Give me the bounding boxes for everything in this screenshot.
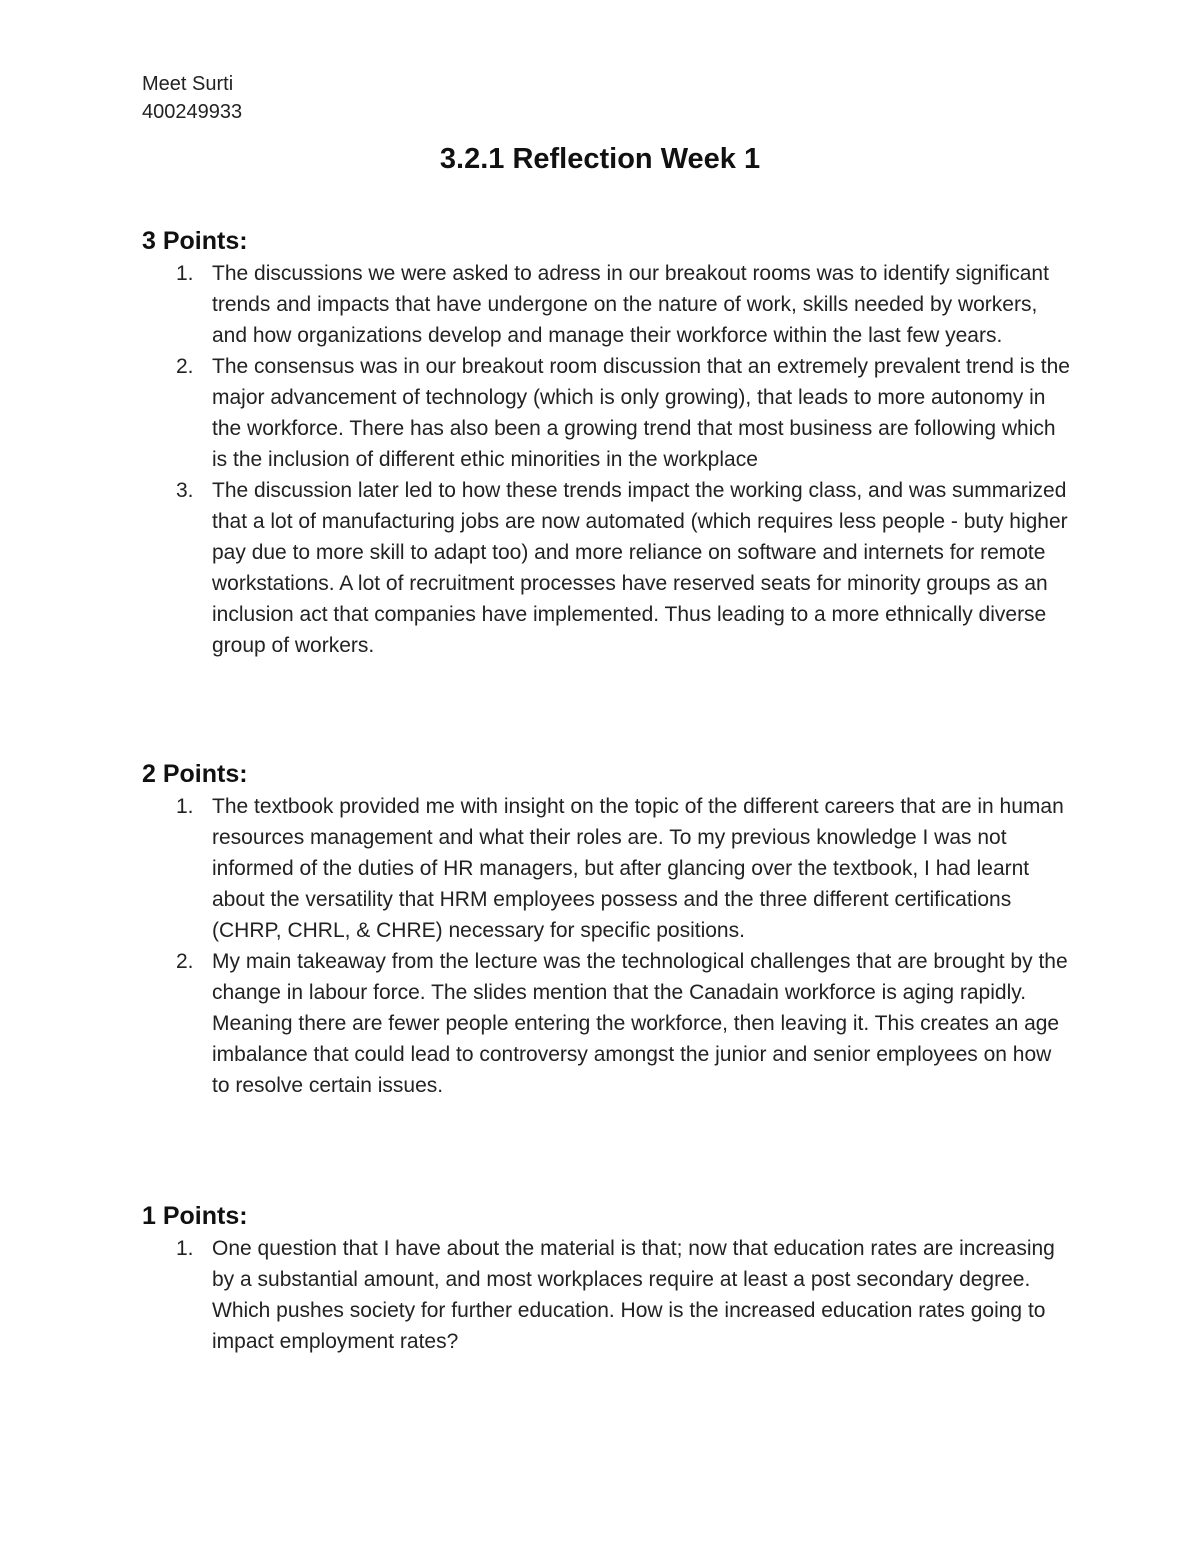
list-number: 1. — [176, 1237, 194, 1260]
list-item-text: The textbook provided me with insight on the topic of the different careers that are in human resources management and what their roles are. To my previous knowledge I was not informed of the duties of HR managers, but after glancing over the textbook, I had learnt about the versatility that HRM employees possess and the three different certifications (CHRP, CHRL, & CHRE) necessary for specific positions. — [212, 795, 1064, 942]
list-number: 3. — [176, 479, 194, 502]
list-number: 2. — [176, 355, 194, 378]
list-item-text: The discussions we were asked to adress in our breakout rooms was to identify significant trends and impacts that have undergone on the nature of work, skills needed by workers, and how organizations develop and manage their workforce within the last few years. — [212, 262, 1049, 347]
author-header — [142, 70, 242, 126]
list-number: 2. — [176, 950, 194, 973]
list-item-text: One question that I have about the material is that; now that education rates are increasing by a substantial amount, and most workplaces require at least a post secondary degree. Which pushes society for further education. How is the increased education rates going to impact employment rates? — [212, 1237, 1055, 1353]
section-1-points — [142, 1199, 1072, 1357]
numbered-list — [142, 791, 1072, 1101]
section-heading: 2 Points: — [142, 760, 248, 788]
author-name: Meet Surti — [142, 73, 234, 95]
numbered-list — [142, 1233, 1072, 1357]
list-item — [142, 258, 1072, 351]
section-2-points — [142, 757, 1072, 1101]
section-3-points — [142, 224, 1072, 661]
section-heading: 3 Points: — [142, 227, 248, 255]
list-item — [142, 791, 1072, 946]
list-item — [142, 351, 1072, 475]
student-id: 400249933 — [142, 101, 243, 123]
list-number: 1. — [176, 262, 194, 285]
list-item-text: The discussion later led to how these trends impact the working class, and was summarized that a lot of manufacturing jobs are now automated (which requires less people - buty higher pay due to more skill to adapt too) and more reliance on software and internets for remote workstations. A lot of recruitment processes have reserved seats for minority groups as an inclusion act that companies have implemented. Thus leading to a more ethnically diverse group of workers. — [212, 479, 1068, 657]
list-number: 1. — [176, 795, 194, 818]
numbered-list — [142, 258, 1072, 661]
list-item — [142, 946, 1072, 1101]
section-heading: 1 Points: — [142, 1202, 248, 1230]
document-title: 3.2.1 Reflection Week 1 — [439, 143, 761, 175]
list-item-text: My main takeaway from the lecture was the technological challenges that are brought by the change in labour force. The slides mention that the Canadain workforce is aging rapidly. Meaning there are fewer people entering the workforce, then leaving it. This creates an age imbalance that could lead to controversy amongst the junior and senior employees on how to resolve certain issues. — [212, 950, 1068, 1097]
list-item-text: The consensus was in our breakout room discussion that an extremely prevalent trend is the major advancement of technology (which is only growing), that leads to more autonomy in the workforce. There has also been a growing trend that most business are following which is the inclusion of different ethic minorities in the workplace — [212, 355, 1070, 471]
list-item — [142, 1233, 1072, 1357]
list-item — [142, 475, 1072, 661]
